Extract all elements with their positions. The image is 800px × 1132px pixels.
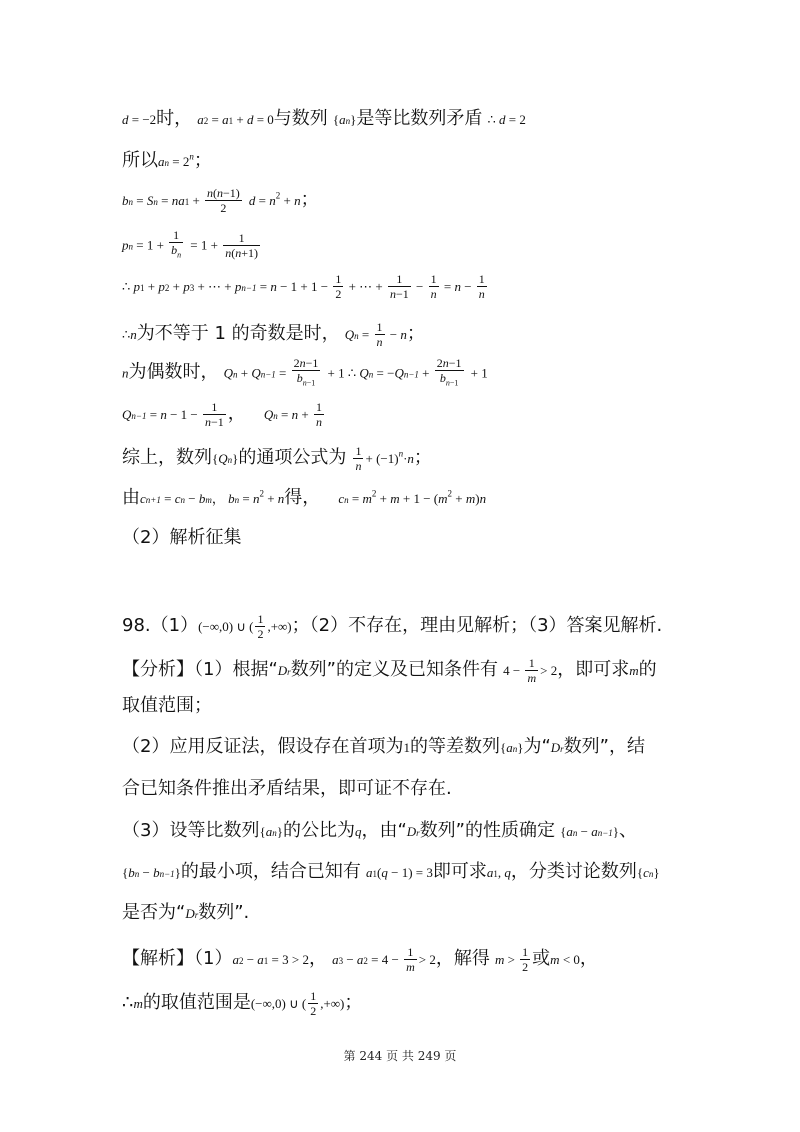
line-9: 综上，数列{Qn}的通项公式为 $\frac{1}{n}$ + $(-1)^n\cdot n$； xyxy=(122,444,432,473)
line-6: ∴n为不等于 1 的奇数是时， Qn = $\frac{1}{n}$ − n； xyxy=(122,320,425,349)
line-3: bn = Sn = na1 + $\frac{n(n-1)}{2}$ $d = n^2 + n$； xyxy=(122,186,319,215)
line-8: Qn−1 = n − 1 − $\frac{1}{n-1}$ ， Qn = n + $\frac{1}{n}$ xyxy=(122,400,322,429)
line-5: ∴ p1 + p2 + p3 + ⋯ + pn−1 = n − 1 + 1 − $\frac{1}{2}$ + ⋯ + $\frac{1}{n-1}$ − $\frac{1}{n}$ = n − $\frac{1}{n}$ xyxy=(122,272,485,301)
line-4: pn = 1 + $\frac{1}{b_n}$ = 1 + $\frac{1}{n(n+1)}$ xyxy=(122,228,258,260)
line-14: 取值范围； xyxy=(122,695,212,716)
line-20: 【解析】（1）a2 − a1 = 3 > 2， a3 − a2 = 4 − $\frac{1}{m}$ > 2，解得 m > $\frac{1}{2}$ 或m < 0， xyxy=(122,945,598,974)
line-1: d = −2时， a2 = a1 + d = 0与数列 {an}是等比数列矛盾 ∴ d = 2 xyxy=(122,108,526,129)
line-10: 由cn+1 = cn − bm， bn = $n^2 + n$得， cn = $m^2 + m + 1 - (m^2 + m)n$ xyxy=(122,487,487,508)
line-13: 【分析】（1）根据“Dr数列”的定义及已知条件有 4 − $\frac{1}{m}$ > 2，即可求m的 xyxy=(122,656,657,685)
line-11: （2）解析征集 xyxy=(122,527,242,548)
line-21: ∴m的取值范围是(−∞,0) ∪ ( $\frac{1}{2}$ ,+∞)； xyxy=(122,989,363,1018)
page-footer: 第 244 页 共 249 页 xyxy=(343,1049,457,1063)
line-2: 所以an = $2^n$； xyxy=(122,150,212,171)
line-12: 98.（1）(−∞,0) ∪ ( $\frac{1}{2}$ ,+∞)；（2）不存在，理由见解析；（3）答案见解析. xyxy=(122,612,663,641)
line-18: {bn − bn−1}的最小项，结合已知有 a1(q − 1) = 3即可求a1, q，分类讨论数列{cn} xyxy=(122,861,660,882)
line-15: （2）应用反证法，假设存在首项为1的等差数列{an}为“Dr数列”，结 xyxy=(122,736,646,757)
line-7: n为偶数时， Qn + Qn−1 = $\frac{2n-1}{b_{n-1}}$ + 1 ∴ Qn = −Qn−1 + $\frac{2n-1}{b_{n-1}}$ + 1 xyxy=(122,356,488,388)
line-19: 是否为“Dr数列”. xyxy=(122,902,250,923)
line-16: 合已知条件推出矛盾结果，即可证不存在. xyxy=(122,778,452,799)
line-17: （3）设等比数列{an}的公比为q，由“Dr数列”的性质确定 {an − an−1}、 xyxy=(122,820,638,841)
